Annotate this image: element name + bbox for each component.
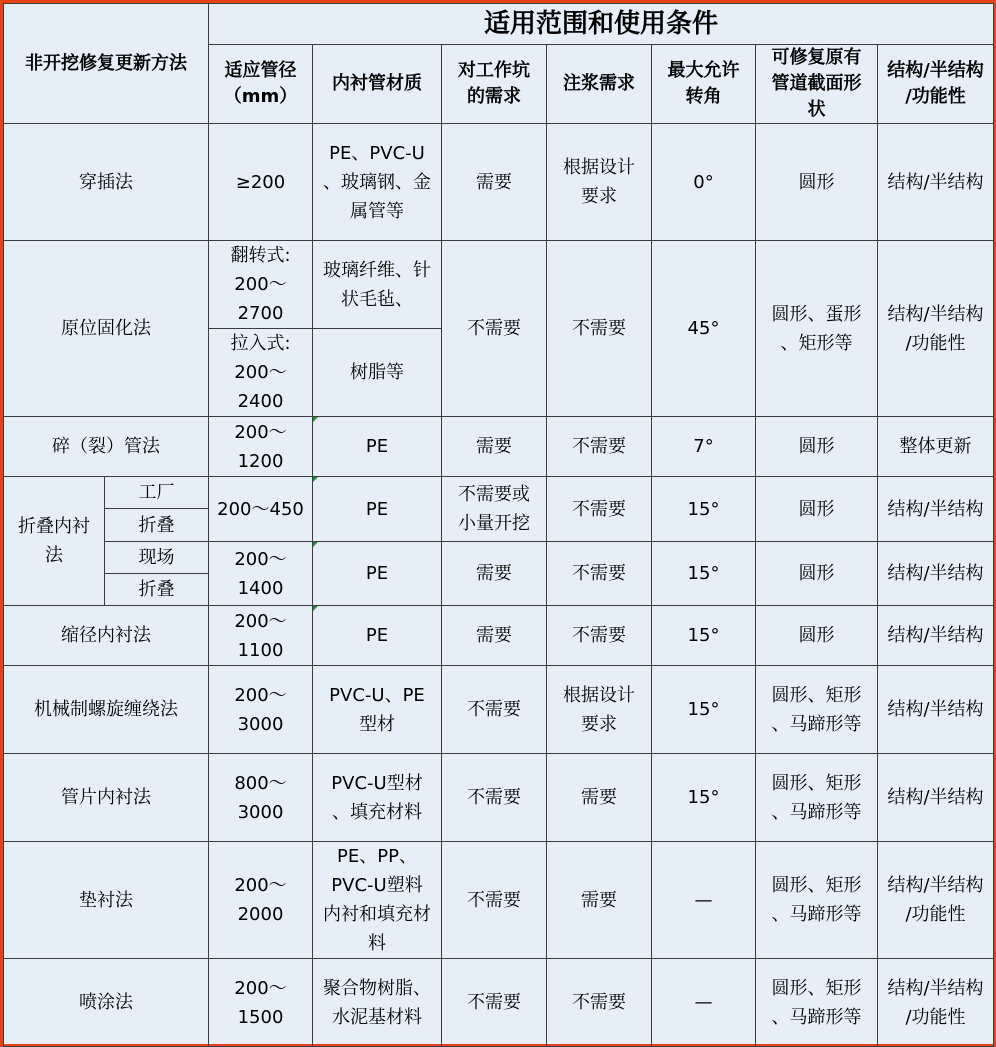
method-cell: 折叠内衬 法 [4,477,105,606]
method-column-header: 非开挖修复更新方法 [4,4,209,124]
table-row [4,477,994,509]
header-type: 结构/半结构 /功能性 [878,45,994,124]
table-row [4,842,994,959]
method-comparison-table [3,3,994,1047]
angle-cell: 7° [652,417,756,477]
material-cell: PE、PP、 PVC-U塑料 内衬和填充材 料 [313,842,442,959]
diameter-cell: 200～450 [209,477,313,542]
section-cell: 圆形、矩形 、马蹄形等 [756,754,878,842]
angle-cell: 15° [652,477,756,542]
section-cell: 圆形、矩形 、马蹄形等 [756,959,878,1047]
section-cell: 圆形、矩形 、马蹄形等 [756,842,878,959]
section-cell: 圆形 [756,477,878,542]
method-cell: 喷涂法 [4,959,209,1047]
header-material: 内衬管材质 [313,45,442,124]
grout-cell: 不需要 [547,959,652,1047]
diameter-cell: ≥200 [209,124,313,241]
pit-cell: 不需要 [442,842,547,959]
pit-cell: 不需要 [442,241,547,417]
type-cell: 结构/半结构 [878,124,994,241]
material-cell: PVC-U、PE 型材 [313,666,442,754]
angle-cell: 15° [652,754,756,842]
grout-cell: 需要 [547,842,652,959]
submethod-cell: 折叠 [105,574,209,606]
diameter-cell: 200～ 1100 [209,606,313,666]
grout-cell: 不需要 [547,606,652,666]
pit-cell: 不需要 [442,666,547,754]
angle-cell: — [652,959,756,1047]
conditions-group-title: 适用范围和使用条件 [209,4,994,45]
method-cell: 垫衬法 [4,842,209,959]
diameter-cell: 200～ 1500 [209,959,313,1047]
header-angle: 最大允许 转角 [652,45,756,124]
material-cell: 聚合物树脂、 水泥基材料 [313,959,442,1047]
method-cell: 机械制螺旋缠绕法 [4,666,209,754]
material-cell: PE [313,606,442,666]
grout-cell: 根据设计 要求 [547,666,652,754]
angle-cell: — [652,842,756,959]
pit-cell: 需要 [442,542,547,606]
method-cell: 缩径内衬法 [4,606,209,666]
section-cell: 圆形、矩形 、马蹄形等 [756,666,878,754]
diameter-cell: 拉入式: 200～ 2400 [209,329,313,417]
submethod-cell: 工厂 [105,477,209,509]
grout-cell: 不需要 [547,241,652,417]
angle-cell: 15° [652,666,756,754]
pit-cell: 需要 [442,124,547,241]
diameter-cell: 200～ 2000 [209,842,313,959]
section-cell: 圆形 [756,606,878,666]
grout-cell: 根据设计 要求 [547,124,652,241]
type-cell: 结构/半结构 /功能性 [878,241,994,417]
table-row [4,666,994,754]
diameter-cell: 200～ 1200 [209,417,313,477]
section-cell: 圆形、蛋形 、矩形等 [756,241,878,417]
section-cell: 圆形 [756,124,878,241]
method-cell: 管片内衬法 [4,754,209,842]
angle-cell: 15° [652,606,756,666]
submethod-cell: 折叠 [105,509,209,542]
angle-cell: 15° [652,542,756,606]
table-row [4,542,994,574]
table-row [4,241,994,329]
material-cell: 树脂等 [313,329,442,417]
table-row [4,124,994,241]
method-cell: 穿插法 [4,124,209,241]
type-cell: 结构/半结构 /功能性 [878,959,994,1047]
pit-cell: 需要 [442,606,547,666]
type-cell: 结构/半结构 [878,666,994,754]
header-grout: 注浆需求 [547,45,652,124]
header-section: 可修复原有 管道截面形 状 [756,45,878,124]
grout-cell: 不需要 [547,417,652,477]
type-cell: 结构/半结构 [878,606,994,666]
pit-cell: 不需要或 小量开挖 [442,477,547,542]
submethod-cell: 现场 [105,542,209,574]
section-cell: 圆形 [756,542,878,606]
type-cell: 整体更新 [878,417,994,477]
type-cell: 结构/半结构 [878,754,994,842]
type-cell: 结构/半结构 /功能性 [878,842,994,959]
angle-cell: 45° [652,241,756,417]
table-row [4,606,994,666]
table-row [4,754,994,842]
header-diameter: 适应管径 （mm） [209,45,313,124]
pit-cell: 不需要 [442,959,547,1047]
type-cell: 结构/半结构 [878,542,994,606]
method-cell: 原位固化法 [4,241,209,417]
table-row [4,417,994,477]
section-cell: 圆形 [756,417,878,477]
diameter-cell: 200～ 1400 [209,542,313,606]
grout-cell: 需要 [547,754,652,842]
material-cell: PE [313,417,442,477]
material-cell: 玻璃纤维、针 状毛毡、 [313,241,442,329]
pit-cell: 需要 [442,417,547,477]
diameter-cell: 翻转式: 200～ 2700 [209,241,313,329]
grout-cell: 不需要 [547,542,652,606]
pit-cell: 不需要 [442,754,547,842]
header-pit: 对工作坑 的需求 [442,45,547,124]
type-cell: 结构/半结构 [878,477,994,542]
grout-cell: 不需要 [547,477,652,542]
angle-cell: 0° [652,124,756,241]
method-cell: 碎（裂）管法 [4,417,209,477]
diameter-cell: 800～ 3000 [209,754,313,842]
material-cell: PE [313,477,442,542]
table-row [4,959,994,1047]
diameter-cell: 200～ 3000 [209,666,313,754]
material-cell: PE [313,542,442,606]
material-cell: PE、PVC-U 、玻璃钢、金 属管等 [313,124,442,241]
material-cell: PVC-U型材 、填充材料 [313,754,442,842]
